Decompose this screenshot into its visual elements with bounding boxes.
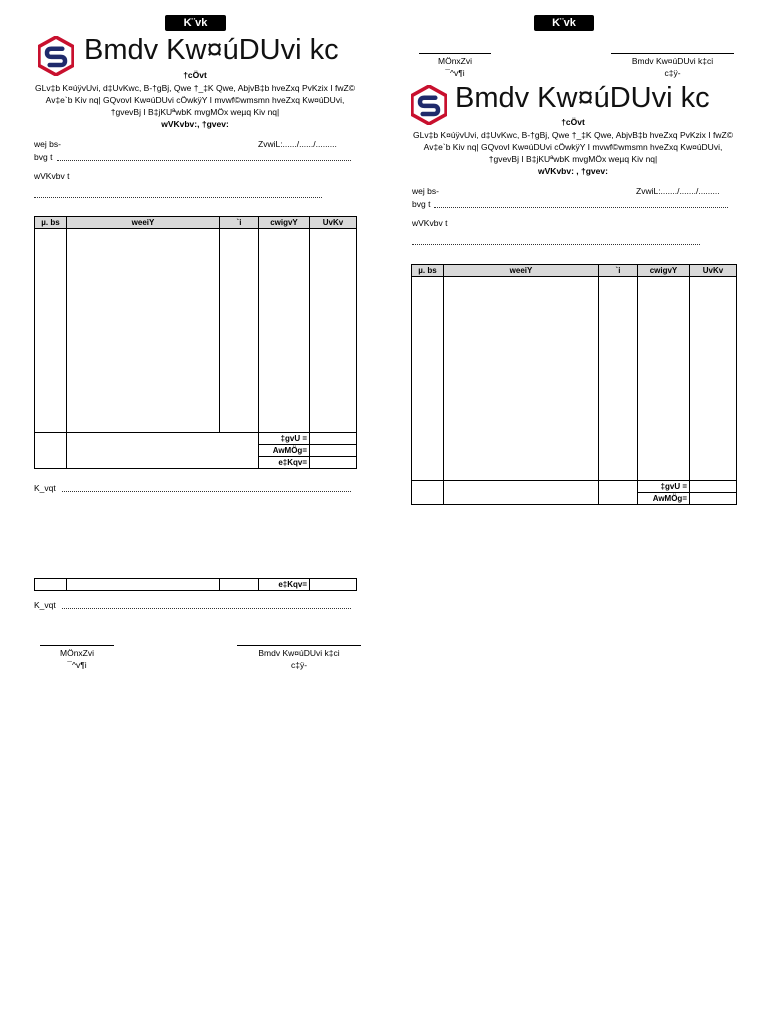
left-customer-signature-line — [40, 645, 114, 646]
left-company-name: Bmdv Kw¤úDUvi kc — [84, 34, 339, 66]
right-col-amount: UvKv — [690, 265, 737, 277]
left-name-line — [57, 160, 351, 161]
right-customer-signature-label-2: ¯^v¶i — [445, 68, 465, 78]
right-advance-label: AwMÖg= — [638, 493, 690, 505]
right-address-line-2: Av‡e`b Kiv nq| GQvovI Kw¤úDUvi cÖwkÿY I mvwf©wmsmn hveZxq Kw¤úDUvi, — [423, 142, 723, 152]
right-body-rate-cell — [599, 277, 638, 481]
right-items-table — [411, 264, 737, 505]
right-company-signature-label-2: c‡ÿ- — [664, 68, 681, 78]
left-mobile-line: wVKvbv:, †gvev: — [161, 119, 229, 129]
left-in-words-line-2 — [62, 608, 351, 609]
left-col-amount: UvKv — [310, 217, 357, 229]
left-advance-label: AwMÖg= — [259, 445, 310, 457]
right-name-label: bvg t — [412, 199, 431, 209]
right-body-description-cell — [444, 277, 599, 481]
right-address-line-1: GLv‡b K¤úÿvUvi, d‡UvKwc, B-†gBj, Qwe †_‡K Qwe, AbjvB‡b hveZxq PvKzix I fwZ© — [413, 130, 733, 140]
right-advance-value — [690, 493, 737, 505]
right-total-value — [690, 481, 737, 493]
right-mobile-line: wVKvbv: , †gvev: — [538, 166, 608, 176]
right-company-name: Bmdv Kw¤úDUvi kc — [455, 82, 710, 114]
right-invoice-no-label: wej bs- — [412, 186, 439, 196]
right-cash-badge: K¨vk — [534, 15, 594, 31]
right-total-label: ‡gvU = — [638, 481, 690, 493]
left-advance-row — [35, 445, 357, 457]
left-customer-signature-label: MÖnxZvi — [60, 648, 94, 658]
right-col-quantity: cwigvY — [638, 265, 690, 277]
right-col-rate: `i — [599, 265, 638, 277]
left-strip-due-value — [310, 579, 357, 591]
left-col-serial: µ. bs — [35, 217, 67, 229]
left-due-strip — [34, 578, 357, 591]
left-address-line-2: Av‡e`b Kiv nq| GQvovI Kw¤úDUvi cÖwkÿY I mvwf©wmsmn hveZxq Kw¤úDUvi, — [45, 95, 345, 105]
left-in-words-line — [62, 491, 351, 492]
left-body-amount-cell — [310, 229, 357, 433]
left-address-line — [34, 197, 322, 198]
right-col-serial: µ. bs — [412, 265, 444, 277]
right-body-amount-cell — [690, 277, 737, 481]
left-company-signature-label: Bmdv Kw¤úDUvi k‡ci — [258, 648, 340, 658]
right-col-description: weeiY — [444, 265, 599, 277]
left-body-quantity-cell — [259, 229, 310, 433]
left-customer-signature-label-2: ¯^v¶i — [67, 660, 87, 670]
left-table-body — [35, 229, 357, 433]
left-table-header-row — [35, 217, 357, 229]
right-company-signature-label: Bmdv Kw¤úDUvi k‡ci — [631, 56, 714, 66]
right-table-header-row — [412, 265, 737, 277]
left-body-serial-cell — [35, 229, 67, 433]
left-strip-cell-2 — [67, 579, 220, 591]
left-cash-badge: K¨vk — [165, 15, 226, 31]
left-due-value — [310, 457, 357, 469]
right-table-body — [412, 277, 737, 481]
right-customer-signature-line — [419, 53, 491, 54]
left-in-words-label: K_vqt — [34, 483, 56, 493]
right-address-label: wVKvbv t — [412, 218, 448, 228]
left-company-signature-label-2: c‡ÿ- — [290, 660, 308, 670]
left-proprietor: †cÖvt — [183, 70, 207, 80]
left-col-rate: `i — [220, 217, 259, 229]
left-address-label: wVKvbv t — [34, 171, 70, 181]
left-address-line-1: GLv‡b K¤úÿvUvi, d‡UvKwc, B-†gBj, Qwe †_‡K Qwe, AbjvB‡b hveZxq PvKzix I fwZ© — [35, 83, 355, 93]
left-body-rate-cell — [220, 229, 259, 433]
left-body-description-cell — [67, 229, 220, 433]
left-date-label: ZvwiL:....../....../......... — [258, 139, 337, 149]
right-proprietor: †cÖvt — [561, 117, 585, 127]
left-col-quantity: cwigvY — [259, 217, 310, 229]
left-address-line-3: †gvevBj I B‡jKUªwbK mvgMÖx weµq Kiv nq| — [110, 107, 280, 117]
right-body-quantity-cell — [638, 277, 690, 481]
left-total-label: ‡gvU = — [259, 433, 310, 445]
right-advance-row — [412, 493, 737, 505]
right-company-signature-line — [611, 53, 734, 54]
left-invoice-no-label: wej bs- — [34, 139, 61, 149]
right-date-label: ZvwiL:......./......./......... — [636, 186, 720, 196]
left-strip-cell-1 — [35, 579, 67, 591]
left-strip-due-label: e‡Kqv= — [259, 579, 310, 591]
right-customer-signature-label: MÖnxZvi — [438, 56, 472, 66]
right-body-serial-cell — [412, 277, 444, 481]
left-in-words-label-2: K_vqt — [34, 600, 56, 610]
right-total-row — [412, 481, 737, 493]
right-address-line — [412, 244, 700, 245]
left-name-label: bvg t — [34, 152, 53, 162]
left-col-description: weeiY — [67, 217, 220, 229]
left-advance-value — [310, 445, 357, 457]
right-address-line-3: †gvevBj I B‡jKUªwbK mvgMÖx weµq Kiv nq| — [488, 154, 658, 164]
left-due-row — [35, 457, 357, 469]
left-strip-cell-3 — [220, 579, 259, 591]
left-total-value — [310, 433, 357, 445]
left-items-table — [34, 216, 357, 469]
left-company-signature-line — [237, 645, 361, 646]
right-name-line — [434, 207, 728, 208]
left-due-label: e‡Kqv= — [259, 457, 310, 469]
left-total-row — [35, 433, 357, 445]
